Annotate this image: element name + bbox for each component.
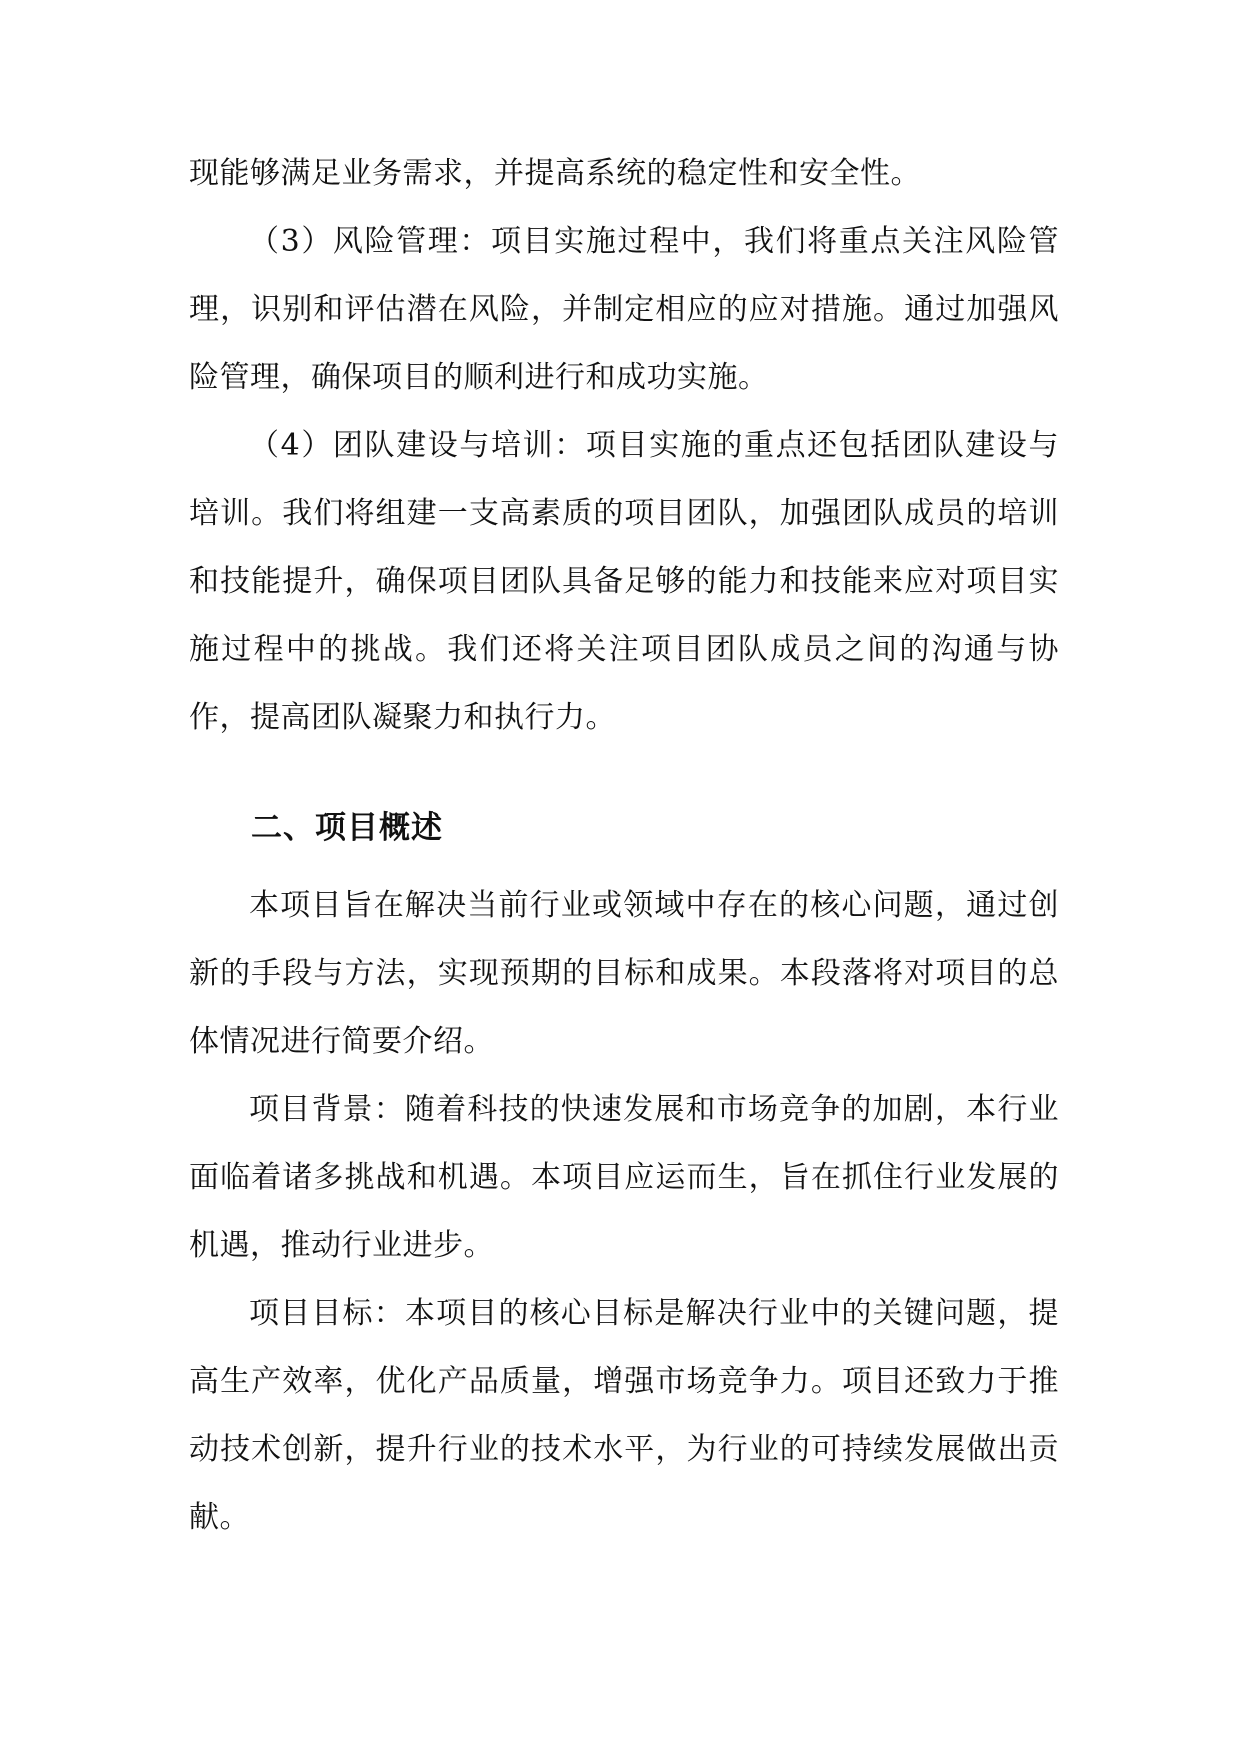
paragraph-overview: 本项目旨在解决当前行业或领域中存在的核心问题，通过创新的手段与方法，实现预期的目标和成果。本段落将对项目的总体情况进行简要介绍。	[189, 888, 1059, 1059]
paragraph-risk-management: （3）风险管理：项目实施过程中，我们将重点关注风险管理，识别和评估潜在风险，并制定相应的应对措施。通过加强风险管理，确保项目的顺利进行和成功实施。	[189, 224, 1059, 395]
section-heading: 二、项目概述	[251, 810, 443, 846]
paragraph-team-building: （4）团队建设与培训：项目实施的重点还包括团队建设与培训。我们将组建一支高素质的项目团队，加强团队成员的培训和技能提升，确保项目团队具备足够的能力和技能来应对项目实施过程中的挑战。我们还将关注项目团队成员之间的沟通与协作，提高团队凝聚力和执行力。	[189, 428, 1059, 735]
document-body	[189, 140, 1059, 1552]
paragraph-continuation: 现能够满足业务需求，并提高系统的稳定性和安全性。	[189, 156, 921, 191]
paragraph-objectives: 项目目标：本项目的核心目标是解决行业中的关键问题，提高生产效率，优化产品质量，增强市场竞争力。项目还致力于推动技术创新，提升行业的技术水平，为行业的可持续发展做出贡献。	[189, 1296, 1059, 1535]
paragraph-background: 项目背景：随着科技的快速发展和市场竞争的加剧，本行业面临着诸多挑战和机遇。本项目应运而生，旨在抓住行业发展的机遇，推动行业进步。	[189, 1092, 1059, 1263]
